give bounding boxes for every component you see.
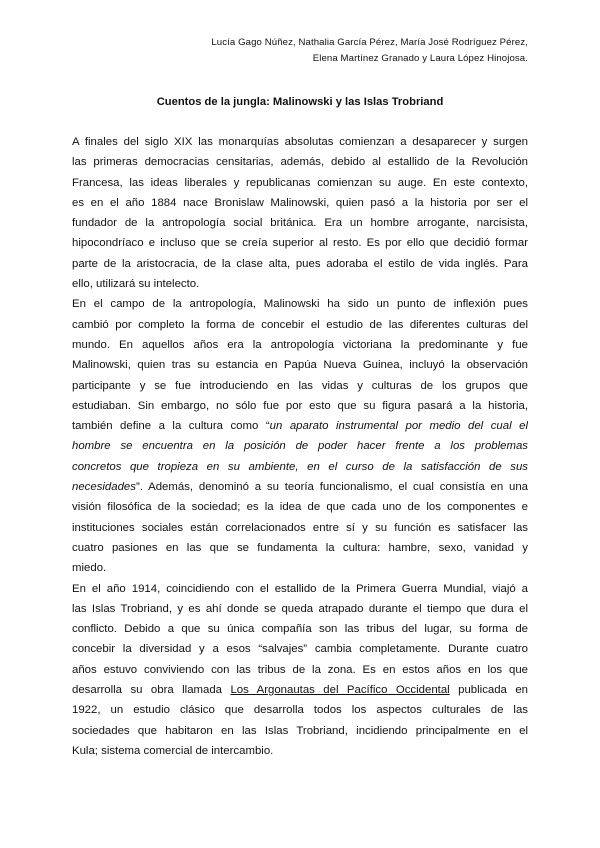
text-run: las primeras democracias censitarias, además, debido al estallido de la Revolución — [72, 156, 528, 169]
body-line — [72, 335, 528, 355]
book-title-link: Los Argonautas del Pacífico Occidental — [230, 684, 450, 697]
text-run: las Islas Trobriand, y es ahí donde se queda atrapado durante el tiempo que dura el — [72, 602, 528, 615]
body-line — [72, 660, 528, 680]
body-line — [72, 416, 528, 436]
body-line — [72, 558, 528, 578]
body-line — [72, 579, 528, 599]
body-line — [72, 294, 528, 314]
body-line — [72, 274, 528, 294]
body-line — [72, 315, 528, 335]
body-line — [72, 619, 528, 639]
italic-quote-text: concretos que tropieza en su ambiente, en el curso de la satisfacción de sus — [72, 460, 528, 473]
text-run: visión filosófica de la sociedad; es la idea de que cada uno de los componentes e — [72, 501, 528, 514]
authors-line-1: Lucía Gago Núñez, Nathalia García Pérez, María José Rodríguez Pérez, — [211, 37, 528, 48]
text-run: instituciones sociales están correlacionados entre sí y su función es satisfacer las — [72, 521, 528, 534]
body-line — [72, 436, 528, 456]
text-run: conflicto. Debido a que su única compañía son las tribus del lugar, su forma de — [72, 623, 528, 636]
text-run: desarrolla su obra llamada — [72, 684, 231, 697]
italic-quote-text: necesidades — [72, 481, 136, 494]
body-line — [72, 254, 528, 274]
body-line — [72, 173, 528, 193]
body-line — [72, 233, 528, 253]
body-line — [72, 376, 528, 396]
text-run: es en el año 1884 nace Bronislaw Malinowski, quien pasó a la historia por ser el — [72, 196, 528, 209]
text-run: concebir la diversidad y a esos “salvajes” cambia completamente. Durante cuatro — [72, 643, 528, 656]
text-run: hipocondríaco e incluso que se creía superior al resto. Es por ello que decidió formar — [72, 237, 528, 250]
text-run: 1922, un estudio clásico que desarrolla todos los aspectos culturales de las — [72, 704, 528, 717]
text-run: también define a la cultura como “ — [72, 420, 270, 433]
body-line — [72, 213, 528, 233]
text-run: parte de la aristocracia, de la clase alta, pues adoraba el estilo de vida inglés. Para — [72, 257, 528, 270]
text-run: sociedades que habitaron en las Islas Trobriand, incidiendo principalmente en el — [72, 724, 528, 737]
text-run: fundador de la antropología social británica. Era un hombre arrogante, narcisista, — [72, 217, 528, 230]
text-run: ”. Además, denominó a su teoría funcionalismo, el cual consistía en una — [135, 481, 528, 494]
body-line — [72, 193, 528, 213]
text-run: Francesa, las ideas liberales y republicanas comienzan su auge. En este contexto, — [72, 176, 528, 189]
body-line — [72, 396, 528, 416]
body-line — [72, 700, 528, 720]
body-line — [72, 152, 528, 172]
italic-quote-text: hombre se encuentra en la posición de poder hacer frente a los problemas — [72, 440, 528, 453]
text-run: A finales del siglo XIX las monarquías absolutas comienzan a desaparecer y surgen — [72, 136, 528, 148]
body-line — [72, 538, 528, 558]
text-run: miedo. — [72, 562, 107, 575]
body-line — [72, 355, 528, 375]
body-line — [72, 639, 528, 659]
text-run: En el campo de la antropología, Malinowski ha sido un punto de inflexión pues — [72, 298, 528, 311]
body-line — [72, 680, 528, 700]
text-run: En el año 1914, coincidiendo con el estallido de la Primera Guerra Mundial, viajó a — [72, 582, 528, 595]
text-run: mundo. En aquellos años era la antropología victoriana la predominante y fue — [72, 338, 528, 351]
text-run: cuatro pasiones en las que se fundamenta la cultura: hambre, sexo, vanidad y — [72, 541, 528, 554]
text-run: cambió por completo la forma de concebir el estudio de las diferentes culturas del — [72, 318, 528, 331]
body-line — [72, 477, 528, 497]
body-line — [72, 497, 528, 517]
body-line — [72, 721, 528, 741]
text-run: publicada en — [449, 684, 528, 697]
text-run: años estuvo conviviendo con las tribus de la zona. Es en estos años en los que — [72, 663, 528, 676]
body-line — [72, 741, 528, 761]
body-line — [72, 518, 528, 538]
body-line — [72, 599, 528, 619]
text-run: participante y se fue introduciendo en las vidas y culturas de los grupos que — [72, 379, 528, 392]
authors-header — [88, 35, 528, 67]
text-run: ello, utilizará su intelecto. — [72, 278, 200, 291]
text-run: Malinowski, quien tras su estancia en Papúa Nueva Guinea, incluyó la observación — [72, 359, 528, 372]
document-title: Cuentos de la jungla: Malinowski y las Islas Trobriand — [156, 96, 444, 108]
body-line — [72, 457, 528, 477]
authors-line-2: Elena Martínez Granado y Laura López Hinojosa. — [312, 53, 528, 64]
italic-quote-text: un aparato instrumental por medio del cual el — [269, 420, 528, 433]
document-body — [72, 132, 528, 761]
text-run: estudiaban. Sin embargo, no sólo fue por esto que su figura pasará a la historia, — [72, 399, 528, 412]
body-line — [72, 132, 528, 152]
text-run: Kula; sistema comercial de intercambio. — [72, 744, 274, 757]
